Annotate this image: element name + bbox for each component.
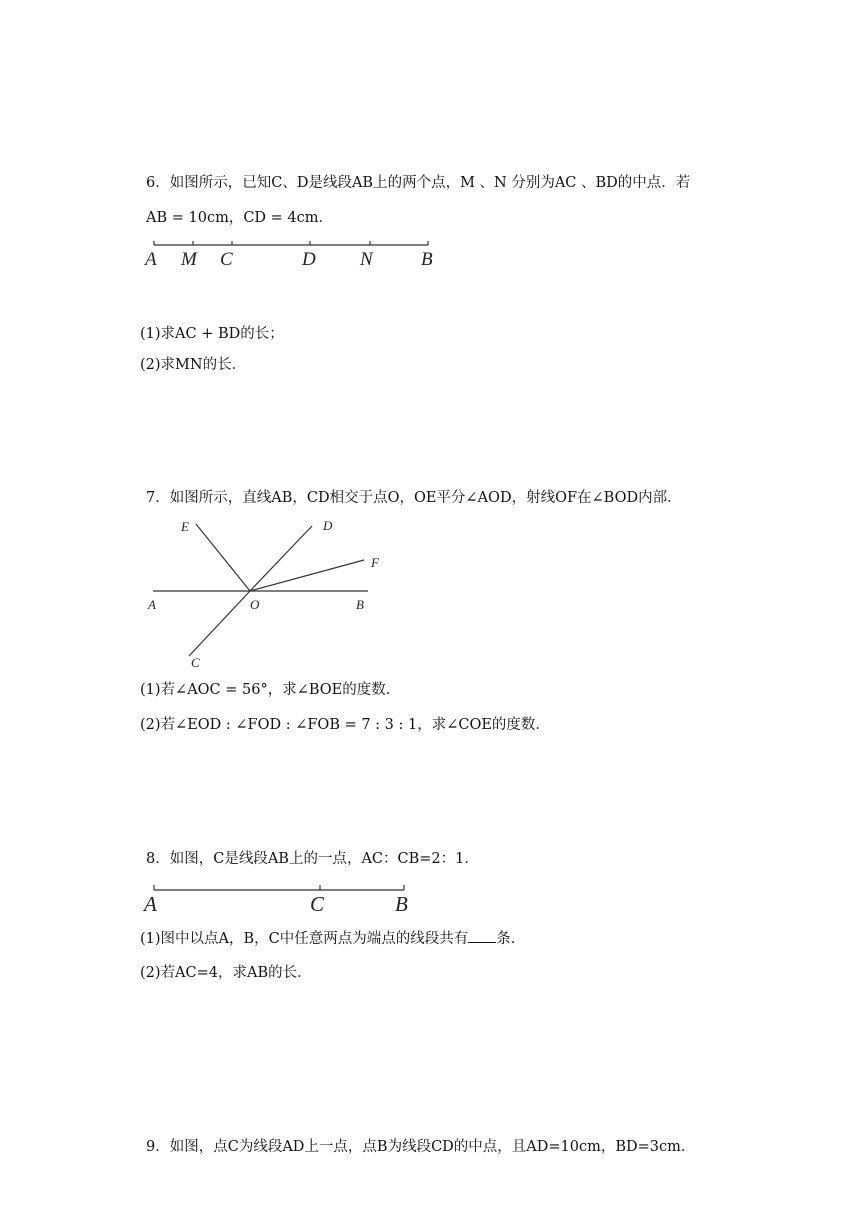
- q6-part2: (2)求MN的长．: [140, 357, 247, 373]
- q7-part2: (2)若∠EOD : ∠FOD : ∠FOB = 7 : 3 : 1，求∠COE的度数．: [140, 717, 550, 733]
- q7-angle-figure: [140, 512, 400, 672]
- q7-label-d: D: [323, 518, 333, 533]
- q7-label-a: A: [148, 597, 156, 612]
- q8-part1: [140, 928, 525, 949]
- q7-label-b: B: [356, 597, 364, 612]
- q8-part2: (2)若AC=4，求AB的长．: [140, 965, 312, 981]
- q6-label-n: N: [360, 249, 373, 270]
- q8-part1-suffix: 条．: [496, 931, 526, 947]
- q7-label-e: E: [181, 519, 189, 534]
- q7-label-c: C: [191, 655, 200, 670]
- q6-label-b: B: [421, 249, 433, 270]
- q7-part1: (1)若∠AOC = 56°，求∠BOE的度数．: [140, 682, 401, 698]
- answer-blank[interactable]: [468, 928, 496, 943]
- q8-part1-text: (1)图中以点A，B，C中任意两点为端点的线段共有: [140, 931, 469, 947]
- q6-stem-line2: AB = 10cm，CD = 4cm．: [146, 210, 333, 226]
- q6-segment-figure: [140, 236, 440, 272]
- q9-stem-line1: 9．如图，点C为线段AD上一点，点B为线段CD的中点，且AD=10cm，BD=3cm．: [146, 1139, 696, 1155]
- q7-stem-line1: 7．如图所示，直线AB，CD相交于点O，OE平分∠AOD，射线OF在∠BOD内部．: [146, 490, 682, 506]
- q8-label-c: C: [310, 892, 325, 916]
- q6-stem-line1: 6．如图所示，已知C、D是线段AB上的两个点，M 、N 分别为AC 、BD的中点．若: [146, 175, 691, 191]
- q6-label-m: M: [181, 249, 197, 270]
- q8-label-a: A: [144, 892, 157, 916]
- q6-label-d: D: [302, 249, 316, 270]
- q8-label-b: B: [395, 892, 408, 916]
- q6-label-a: A: [145, 249, 157, 270]
- q7-label-o: O: [250, 597, 260, 612]
- q8-segment-figure: [140, 880, 420, 918]
- q8-stem-line1: 8．如图，C是线段AB上的一点，AC：CB=2：1．: [146, 851, 479, 867]
- q6-label-c: C: [220, 249, 233, 270]
- q7-label-f: F: [371, 555, 379, 570]
- q6-part1: (1)求AC + BD的长；: [140, 326, 284, 342]
